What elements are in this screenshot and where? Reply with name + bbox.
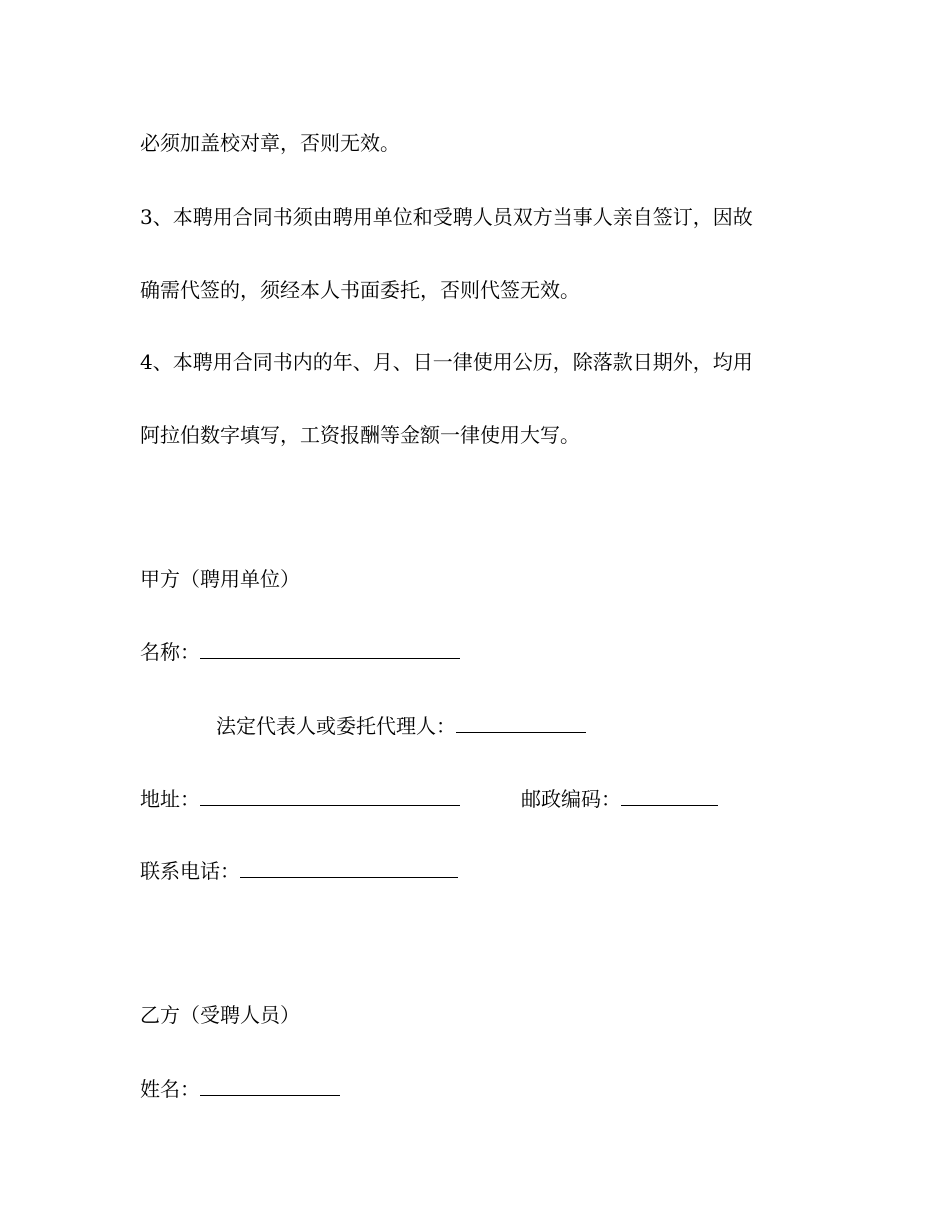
party-a-phone-row: [140, 859, 458, 883]
paragraph-line: 4、本聘用合同书内的年、月、日一律使用公历，除落款日期外，均用: [140, 350, 753, 374]
paragraph-line: 确需代签的，须经本人书面委托，否则代签无效。: [140, 278, 580, 302]
party-a-name-blank[interactable]: [200, 640, 460, 659]
party-b-heading: 乙方（受聘人员）: [140, 1003, 300, 1027]
party-a-representative-blank[interactable]: [456, 714, 586, 733]
party-a-address-row: [140, 787, 460, 811]
party-a-phone-label: 联系电话：: [140, 859, 240, 883]
party-a-heading: 甲方（聘用单位）: [140, 567, 300, 591]
party-a-representative-label: 法定代表人或委托代理人：: [216, 714, 456, 738]
party-a-postcode-blank[interactable]: [621, 787, 718, 806]
party-a-name-label: 名称：: [140, 640, 200, 664]
party-a-postcode-label: 邮政编码：: [521, 787, 621, 811]
party-b-name-blank[interactable]: [200, 1077, 340, 1096]
party-a-name-row: [140, 640, 460, 664]
party-a-address-label: 地址：: [140, 787, 200, 811]
party-a-postcode-row: [521, 787, 718, 811]
party-a-phone-blank[interactable]: [240, 859, 458, 878]
party-a-representative-row: [216, 714, 586, 738]
party-b-name-row: [140, 1077, 340, 1101]
party-b-name-label: 姓名：: [140, 1077, 200, 1101]
paragraph-line: 必须加盖校对章，否则无效。: [140, 131, 400, 155]
paragraph-line: 阿拉伯数字填写，工资报酬等金额一律使用大写。: [140, 423, 580, 447]
party-a-address-blank[interactable]: [200, 787, 460, 806]
paragraph-line: 3、本聘用合同书须由聘用单位和受聘人员双方当事人亲自签订，因故: [140, 205, 753, 229]
